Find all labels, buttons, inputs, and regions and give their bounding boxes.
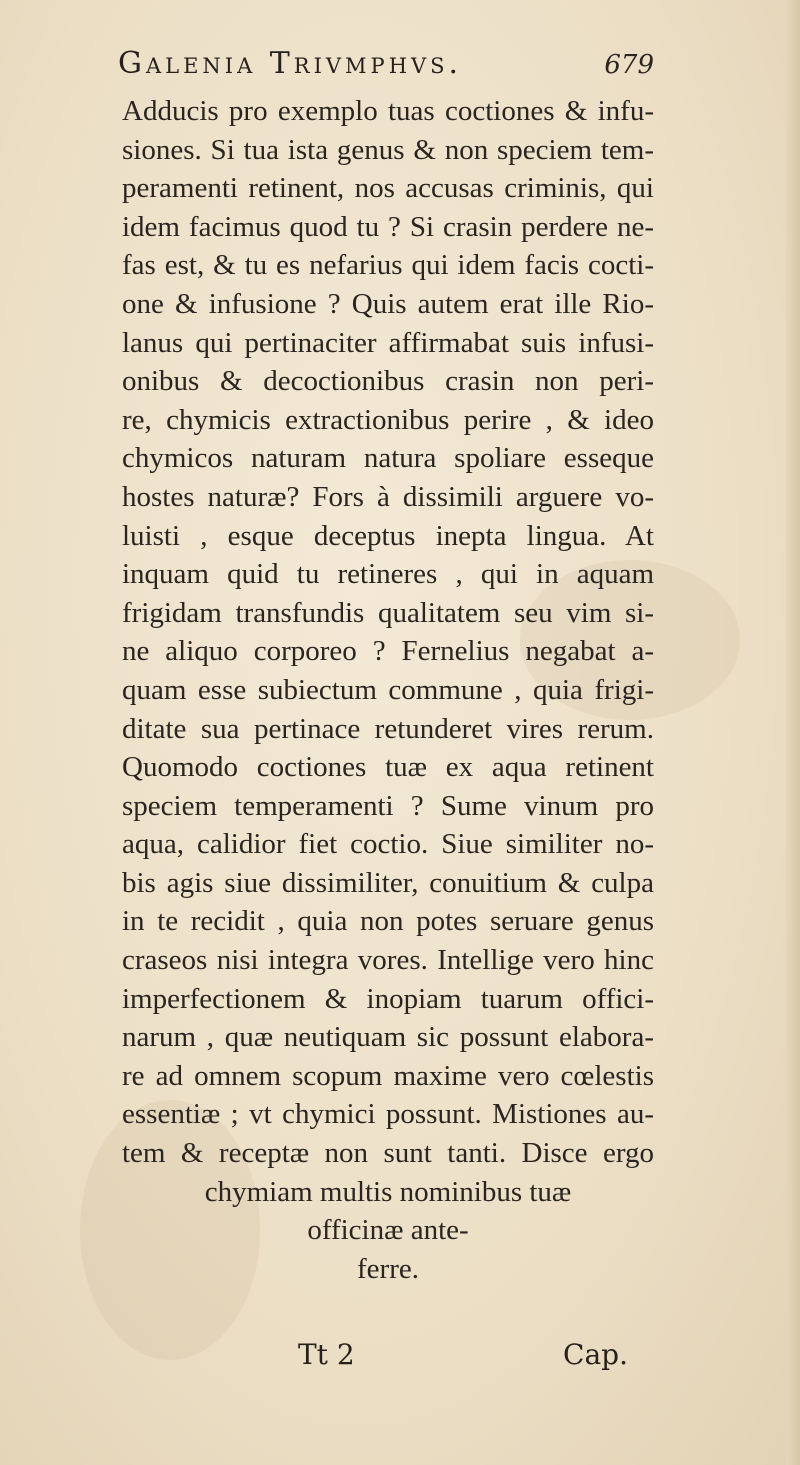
text-line: hostes naturæ? Fors à dissimili arguere vo- (122, 480, 654, 513)
text-line: quam esse subiectum commune , quia frigi- (122, 673, 654, 706)
text-line: tem & receptæ non sunt tanti. Disce ergo (122, 1137, 654, 1170)
text-line: imperfectionem & inopiam tuarum offici- (122, 982, 654, 1015)
text-line: Quomodo coctiones tuæ ex aqua retinent (122, 751, 654, 784)
running-title: Galenia Trivmphvs. (118, 46, 463, 81)
running-head (118, 46, 654, 90)
text-line: inquam quid tu retineres , qui in aquam (122, 558, 654, 591)
text-line: in te recidit , quia non potes seruare genus (122, 905, 654, 938)
text-line: peramenti retinent, nos accusas criminis, qui (122, 172, 654, 205)
catchword: Cap. (563, 1338, 628, 1371)
text-line: one & infusione ? Quis autem erat ille Rio- (122, 287, 654, 320)
text-line: ferre. (357, 1252, 419, 1285)
text-line: idem facimus quod tu ? Si crasin perdere ne- (122, 210, 654, 243)
text-line: officinæ ante- (307, 1214, 469, 1247)
text-line: frigidam transfundis qualitatem seu vim si- (122, 596, 654, 629)
text-line: luisti , esque deceptus inepta lingua. At (122, 519, 654, 552)
text-line: siones. Si tua ista genus & non speciem tem- (122, 133, 654, 166)
text-line: chymicos naturam natura spoliare esseque (122, 442, 654, 475)
text-line: onibus & decoctionibus crasin non peri- (122, 365, 654, 398)
text-line: speciem temperamenti ? Sume vinum pro (122, 789, 654, 822)
text-line: ne aliquo corporeo ? Fernelius negabat a- (122, 635, 654, 668)
text-line: lanus qui pertinaciter affirmabat suis infusi- (122, 326, 654, 359)
text-line: aqua, calidior fiet coctio. Siue similiter no- (122, 828, 654, 861)
signature-mark: Tt 2 (298, 1338, 355, 1371)
text-line: ditate sua pertinace retunderet vires rerum. (122, 712, 654, 745)
catchline (298, 1338, 628, 1382)
text-line: re ad omnem scopum maxime vero cœlestis (122, 1059, 654, 1092)
body-text (122, 92, 654, 1288)
text-line: narum , quæ neutiquam sic possunt elabora- (122, 1021, 654, 1054)
text-line: chymiam multis nominibus tuæ (204, 1175, 572, 1208)
text-line: re, chymicis extractionibus perire , & ideo (122, 403, 654, 436)
page-number: 679 (604, 50, 654, 80)
text-line: craseos nisi integra vores. Intellige vero hinc (122, 944, 654, 977)
page-edge (786, 0, 800, 1465)
text-line: Adducis pro exemplo tuas coctiones & infu- (122, 95, 654, 127)
text-line: essentiæ ; vt chymici possunt. Mistiones au- (122, 1098, 654, 1131)
text-line: bis agis siue dissimiliter, conuitium & culpa (122, 866, 654, 899)
text-line: fas est, & tu es nefarius qui idem facis cocti- (122, 249, 654, 282)
